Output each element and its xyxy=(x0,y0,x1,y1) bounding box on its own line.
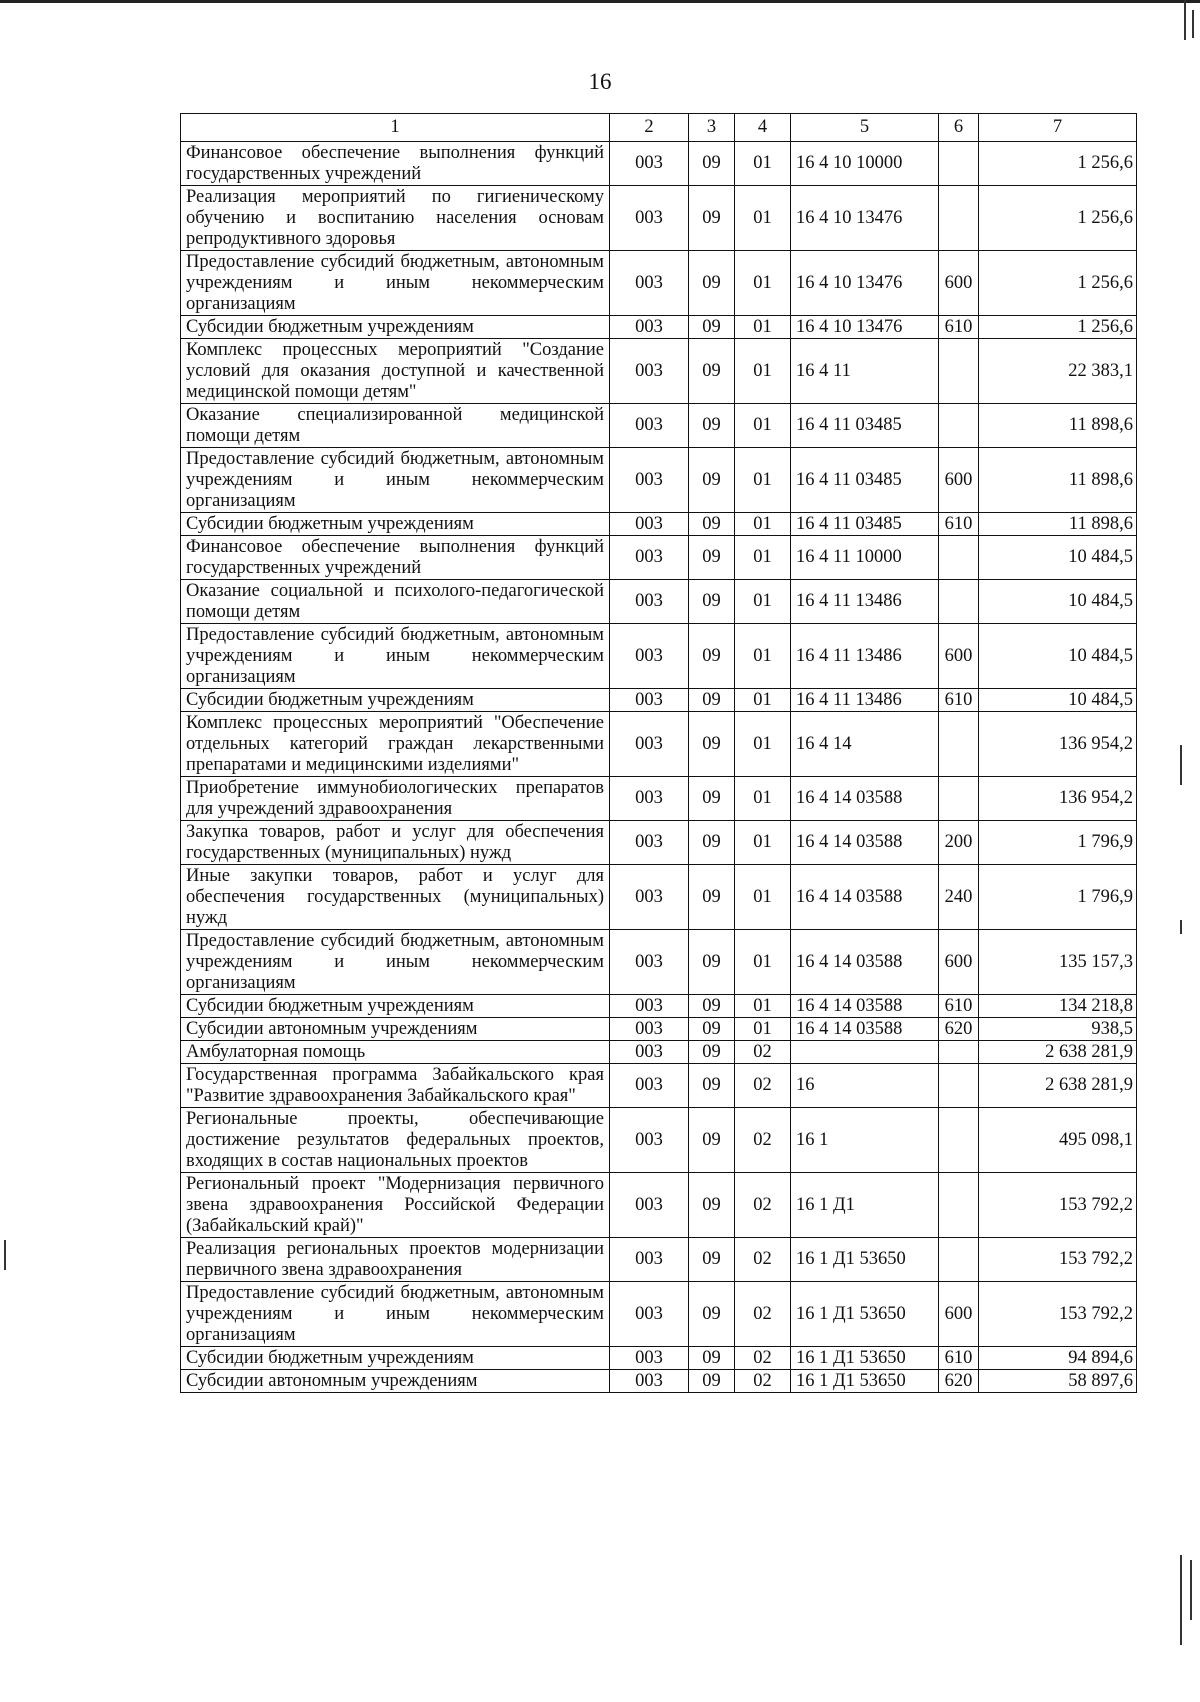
row-section-cell: 09 xyxy=(689,624,735,689)
row-amount-cell: 938,5 xyxy=(979,1018,1137,1041)
row-ministry-cell: 003 xyxy=(610,316,689,339)
table-row xyxy=(181,536,1137,580)
row-ministry-cell: 003 xyxy=(610,536,689,580)
row-amount-cell: 94 894,6 xyxy=(979,1347,1137,1370)
row-subsection-cell: 02 xyxy=(735,1347,791,1370)
table-row xyxy=(181,186,1137,251)
row-name-cell: Реализация региональных проектов модернизации первичного звена здравоохранения xyxy=(181,1238,610,1282)
row-exptype-cell xyxy=(939,1173,979,1238)
row-target-cell: 16 1 Д1 53650 xyxy=(791,1282,939,1347)
row-target-cell: 16 xyxy=(791,1064,939,1108)
row-name-cell: Комплекс процессных мероприятий "Обеспечение отдельных категорий граждан лекарственными препаратами и медицинскими изделиями" xyxy=(181,712,610,777)
row-name-cell: Предоставление субсидий бюджетным, автономным учреждениям и иным некоммерческим организациям xyxy=(181,1282,610,1347)
row-ministry-cell: 003 xyxy=(610,995,689,1018)
row-subsection-cell: 01 xyxy=(735,777,791,821)
row-section-cell: 09 xyxy=(689,536,735,580)
row-amount-cell: 153 792,2 xyxy=(979,1282,1137,1347)
row-exptype-cell: 610 xyxy=(939,689,979,712)
row-target-cell: 16 4 11 13486 xyxy=(791,580,939,624)
row-name-cell: Субсидии автономным учреждениям xyxy=(181,1370,610,1393)
row-exptype-cell: 620 xyxy=(939,1370,979,1393)
row-subsection-cell: 01 xyxy=(735,821,791,865)
row-amount-cell: 10 484,5 xyxy=(979,624,1137,689)
row-target-cell: 16 4 14 03588 xyxy=(791,821,939,865)
table-row xyxy=(181,995,1137,1018)
row-subsection-cell: 02 xyxy=(735,1282,791,1347)
row-name-cell: Субсидии бюджетным учреждениям xyxy=(181,316,610,339)
row-amount-cell: 11 898,6 xyxy=(979,513,1137,536)
row-ministry-cell: 003 xyxy=(610,777,689,821)
row-name-cell: Комплекс процессных мероприятий "Создание условий для оказания доступной и качественной медицинской помощи детям" xyxy=(181,339,610,404)
row-amount-cell: 153 792,2 xyxy=(979,1173,1137,1238)
row-target-cell: 16 1 xyxy=(791,1108,939,1173)
row-ministry-cell: 003 xyxy=(610,251,689,316)
row-exptype-cell xyxy=(939,404,979,448)
row-subsection-cell: 01 xyxy=(735,186,791,251)
row-exptype-cell: 600 xyxy=(939,930,979,995)
row-ministry-cell: 003 xyxy=(610,1018,689,1041)
row-exptype-cell xyxy=(939,186,979,251)
row-target-cell: 16 4 11 10000 xyxy=(791,536,939,580)
row-amount-cell: 1 256,6 xyxy=(979,251,1137,316)
row-exptype-cell xyxy=(939,580,979,624)
row-name-cell: Предоставление субсидий бюджетным, автономным учреждениям и иным некоммерческим организациям xyxy=(181,624,610,689)
row-target-cell: 16 4 14 xyxy=(791,712,939,777)
table-row xyxy=(181,316,1137,339)
table-row xyxy=(181,513,1137,536)
row-subsection-cell: 02 xyxy=(735,1238,791,1282)
row-amount-cell: 1 796,9 xyxy=(979,865,1137,930)
row-ministry-cell: 003 xyxy=(610,404,689,448)
column-header: 2 xyxy=(610,114,689,142)
scan-mark xyxy=(1180,1555,1182,1645)
row-ministry-cell: 003 xyxy=(610,339,689,404)
row-target-cell: 16 4 14 03588 xyxy=(791,930,939,995)
row-subsection-cell: 01 xyxy=(735,930,791,995)
row-target-cell: 16 1 Д1 xyxy=(791,1173,939,1238)
row-subsection-cell: 02 xyxy=(735,1108,791,1173)
row-section-cell: 09 xyxy=(689,404,735,448)
row-name-cell: Иные закупки товаров, работ и услуг для обеспечения государственных (муниципальных) нужд xyxy=(181,865,610,930)
table-row xyxy=(181,580,1137,624)
row-section-cell: 09 xyxy=(689,777,735,821)
table-row xyxy=(181,251,1137,316)
table-row xyxy=(181,1108,1137,1173)
row-subsection-cell: 01 xyxy=(735,142,791,186)
row-section-cell: 09 xyxy=(689,821,735,865)
table-row xyxy=(181,1064,1137,1108)
row-ministry-cell: 003 xyxy=(610,1041,689,1064)
row-target-cell: 16 4 14 03588 xyxy=(791,1018,939,1041)
row-target-cell: 16 4 10 10000 xyxy=(791,142,939,186)
row-ministry-cell: 003 xyxy=(610,930,689,995)
row-name-cell: Региональный проект "Модернизация первичного звена здравоохранения Российской Федерации (Забайкальский край)" xyxy=(181,1173,610,1238)
column-header: 3 xyxy=(689,114,735,142)
scan-mark xyxy=(1180,745,1182,785)
row-amount-cell: 58 897,6 xyxy=(979,1370,1137,1393)
row-section-cell: 09 xyxy=(689,142,735,186)
row-subsection-cell: 02 xyxy=(735,1064,791,1108)
column-header: 4 xyxy=(735,114,791,142)
row-target-cell: 16 4 11 13486 xyxy=(791,689,939,712)
row-exptype-cell: 620 xyxy=(939,1018,979,1041)
row-target-cell: 16 1 Д1 53650 xyxy=(791,1238,939,1282)
row-amount-cell: 1 256,6 xyxy=(979,142,1137,186)
page-number: 16 xyxy=(588,69,612,94)
scan-mark xyxy=(1184,0,1186,40)
row-ministry-cell: 003 xyxy=(610,624,689,689)
row-target-cell: 16 4 14 03588 xyxy=(791,995,939,1018)
row-subsection-cell: 01 xyxy=(735,689,791,712)
row-section-cell: 09 xyxy=(689,1370,735,1393)
row-section-cell: 09 xyxy=(689,339,735,404)
row-exptype-cell xyxy=(939,777,979,821)
row-section-cell: 09 xyxy=(689,1041,735,1064)
column-header: 1 xyxy=(181,114,610,142)
table-row xyxy=(181,689,1137,712)
row-target-cell: 16 4 11 03485 xyxy=(791,404,939,448)
column-header: 5 xyxy=(791,114,939,142)
row-section-cell: 09 xyxy=(689,1064,735,1108)
row-section-cell: 09 xyxy=(689,316,735,339)
scan-edge-top xyxy=(0,0,1200,3)
row-exptype-cell xyxy=(939,712,979,777)
row-section-cell: 09 xyxy=(689,995,735,1018)
table-row xyxy=(181,142,1137,186)
table-row xyxy=(181,777,1137,821)
row-exptype-cell: 600 xyxy=(939,251,979,316)
row-subsection-cell: 01 xyxy=(735,513,791,536)
row-amount-cell: 2 638 281,9 xyxy=(979,1064,1137,1108)
row-subsection-cell: 01 xyxy=(735,536,791,580)
row-section-cell: 09 xyxy=(689,1108,735,1173)
row-amount-cell: 2 638 281,9 xyxy=(979,1041,1137,1064)
row-section-cell: 09 xyxy=(689,930,735,995)
row-subsection-cell: 02 xyxy=(735,1173,791,1238)
row-name-cell: Государственная программа Забайкальского края "Развитие здравоохранения Забайкальского края" xyxy=(181,1064,610,1108)
row-name-cell: Предоставление субсидий бюджетным, автономным учреждениям и иным некоммерческим организациям xyxy=(181,251,610,316)
row-target-cell: 16 4 11 13486 xyxy=(791,624,939,689)
row-exptype-cell xyxy=(939,142,979,186)
row-amount-cell: 22 383,1 xyxy=(979,339,1137,404)
row-section-cell: 09 xyxy=(689,448,735,513)
row-target-cell: 16 4 11 03485 xyxy=(791,513,939,536)
row-amount-cell: 10 484,5 xyxy=(979,689,1137,712)
row-ministry-cell: 003 xyxy=(610,1370,689,1393)
row-subsection-cell: 02 xyxy=(735,1370,791,1393)
row-amount-cell: 495 098,1 xyxy=(979,1108,1137,1173)
header-row xyxy=(181,114,1137,142)
row-target-cell: 16 4 10 13476 xyxy=(791,251,939,316)
row-ministry-cell: 003 xyxy=(610,1108,689,1173)
row-ministry-cell: 003 xyxy=(610,1238,689,1282)
row-section-cell: 09 xyxy=(689,186,735,251)
table-row xyxy=(181,1370,1137,1393)
row-subsection-cell: 01 xyxy=(735,448,791,513)
row-amount-cell: 136 954,2 xyxy=(979,777,1137,821)
row-section-cell: 09 xyxy=(689,689,735,712)
row-subsection-cell: 01 xyxy=(735,624,791,689)
table-row xyxy=(181,1018,1137,1041)
row-exptype-cell: 610 xyxy=(939,1347,979,1370)
row-name-cell: Субсидии бюджетным учреждениям xyxy=(181,689,610,712)
row-section-cell: 09 xyxy=(689,1173,735,1238)
row-target-cell: 16 4 11 03485 xyxy=(791,448,939,513)
row-subsection-cell: 01 xyxy=(735,316,791,339)
row-exptype-cell: 610 xyxy=(939,316,979,339)
row-exptype-cell: 200 xyxy=(939,821,979,865)
row-ministry-cell: 003 xyxy=(610,1173,689,1238)
row-name-cell: Предоставление субсидий бюджетным, автономным учреждениям и иным некоммерческим организациям xyxy=(181,930,610,995)
row-amount-cell: 134 218,8 xyxy=(979,995,1137,1018)
row-amount-cell: 136 954,2 xyxy=(979,712,1137,777)
row-name-cell: Предоставление субсидий бюджетным, автономным учреждениям и иным некоммерческим организациям xyxy=(181,448,610,513)
row-section-cell: 09 xyxy=(689,865,735,930)
row-ministry-cell: 003 xyxy=(610,712,689,777)
column-header: 6 xyxy=(939,114,979,142)
column-header: 7 xyxy=(979,114,1137,142)
table-row xyxy=(181,1238,1137,1282)
row-target-cell: 16 4 14 03588 xyxy=(791,777,939,821)
row-exptype-cell: 240 xyxy=(939,865,979,930)
row-target-cell: 16 4 10 13476 xyxy=(791,316,939,339)
scan-mark xyxy=(4,1240,6,1270)
row-ministry-cell: 003 xyxy=(610,1282,689,1347)
row-section-cell: 09 xyxy=(689,251,735,316)
row-name-cell: Финансовое обеспечение выполнения функций государственных учреждений xyxy=(181,142,610,186)
row-amount-cell: 10 484,5 xyxy=(979,580,1137,624)
row-ministry-cell: 003 xyxy=(610,513,689,536)
row-exptype-cell: 600 xyxy=(939,448,979,513)
table-row xyxy=(181,1347,1137,1370)
row-subsection-cell: 01 xyxy=(735,339,791,404)
row-name-cell: Субсидии бюджетным учреждениям xyxy=(181,513,610,536)
row-subsection-cell: 02 xyxy=(735,1041,791,1064)
row-amount-cell: 1 256,6 xyxy=(979,186,1137,251)
row-amount-cell: 135 157,3 xyxy=(979,930,1137,995)
table-row xyxy=(181,404,1137,448)
row-amount-cell: 1 256,6 xyxy=(979,316,1137,339)
row-name-cell: Субсидии бюджетным учреждениям xyxy=(181,1347,610,1370)
row-subsection-cell: 01 xyxy=(735,251,791,316)
row-subsection-cell: 01 xyxy=(735,712,791,777)
row-section-cell: 09 xyxy=(689,1018,735,1041)
row-target-cell xyxy=(791,1041,939,1064)
row-ministry-cell: 003 xyxy=(610,142,689,186)
table-body xyxy=(181,142,1137,1393)
row-target-cell: 16 4 14 03588 xyxy=(791,865,939,930)
budget-table xyxy=(180,113,1137,1393)
row-section-cell: 09 xyxy=(689,513,735,536)
row-ministry-cell: 003 xyxy=(610,821,689,865)
row-subsection-cell: 01 xyxy=(735,865,791,930)
row-exptype-cell xyxy=(939,1041,979,1064)
row-amount-cell: 10 484,5 xyxy=(979,536,1137,580)
table-row xyxy=(181,1173,1137,1238)
row-target-cell: 16 4 10 13476 xyxy=(791,186,939,251)
table-row xyxy=(181,821,1137,865)
table-row xyxy=(181,339,1137,404)
table-row xyxy=(181,712,1137,777)
row-name-cell: Финансовое обеспечение выполнения функций государственных учреждений xyxy=(181,536,610,580)
row-name-cell: Субсидии автономным учреждениям xyxy=(181,1018,610,1041)
row-exptype-cell xyxy=(939,1238,979,1282)
row-ministry-cell: 003 xyxy=(610,689,689,712)
scan-mark xyxy=(1190,1560,1192,1620)
row-ministry-cell: 003 xyxy=(610,1347,689,1370)
row-name-cell: Приобретение иммунобиологических препаратов для учреждений здравоохранения xyxy=(181,777,610,821)
row-exptype-cell xyxy=(939,536,979,580)
table-row xyxy=(181,1041,1137,1064)
table-row xyxy=(181,930,1137,995)
row-exptype-cell: 610 xyxy=(939,513,979,536)
row-ministry-cell: 003 xyxy=(610,186,689,251)
row-ministry-cell: 003 xyxy=(610,580,689,624)
row-exptype-cell: 600 xyxy=(939,624,979,689)
row-target-cell: 16 1 Д1 53650 xyxy=(791,1347,939,1370)
row-ministry-cell: 003 xyxy=(610,865,689,930)
row-amount-cell: 11 898,6 xyxy=(979,404,1137,448)
row-exptype-cell xyxy=(939,339,979,404)
table-row xyxy=(181,1282,1137,1347)
table-row xyxy=(181,865,1137,930)
row-name-cell: Оказание специализированной медицинской помощи детям xyxy=(181,404,610,448)
row-name-cell: Региональные проекты, обеспечивающие достижение результатов федеральных проектов, входящих в состав национальных проектов xyxy=(181,1108,610,1173)
row-amount-cell: 153 792,2 xyxy=(979,1238,1137,1282)
row-section-cell: 09 xyxy=(689,580,735,624)
row-ministry-cell: 003 xyxy=(610,448,689,513)
row-name-cell: Оказание социальной и психолого-педагогической помощи детям xyxy=(181,580,610,624)
row-section-cell: 09 xyxy=(689,1282,735,1347)
row-exptype-cell: 610 xyxy=(939,995,979,1018)
row-name-cell: Субсидии бюджетным учреждениям xyxy=(181,995,610,1018)
row-subsection-cell: 01 xyxy=(735,1018,791,1041)
row-amount-cell: 1 796,9 xyxy=(979,821,1137,865)
scan-mark xyxy=(1180,920,1182,934)
row-target-cell: 16 1 Д1 53650 xyxy=(791,1370,939,1393)
row-name-cell: Реализация мероприятий по гигиеническому обучению и воспитанию населения основам репродуктивного здоровья xyxy=(181,186,610,251)
row-section-cell: 09 xyxy=(689,1238,735,1282)
row-name-cell: Закупка товаров, работ и услуг для обеспечения государственных (муниципальных) нужд xyxy=(181,821,610,865)
row-exptype-cell xyxy=(939,1108,979,1173)
row-subsection-cell: 01 xyxy=(735,995,791,1018)
row-section-cell: 09 xyxy=(689,1347,735,1370)
row-exptype-cell xyxy=(939,1064,979,1108)
table-row xyxy=(181,448,1137,513)
row-section-cell: 09 xyxy=(689,712,735,777)
row-name-cell: Амбулаторная помощь xyxy=(181,1041,610,1064)
row-target-cell: 16 4 11 xyxy=(791,339,939,404)
row-subsection-cell: 01 xyxy=(735,404,791,448)
scan-mark xyxy=(1192,10,1194,38)
row-ministry-cell: 003 xyxy=(610,1064,689,1108)
row-exptype-cell: 600 xyxy=(939,1282,979,1347)
row-subsection-cell: 01 xyxy=(735,580,791,624)
table-row xyxy=(181,624,1137,689)
row-amount-cell: 11 898,6 xyxy=(979,448,1137,513)
